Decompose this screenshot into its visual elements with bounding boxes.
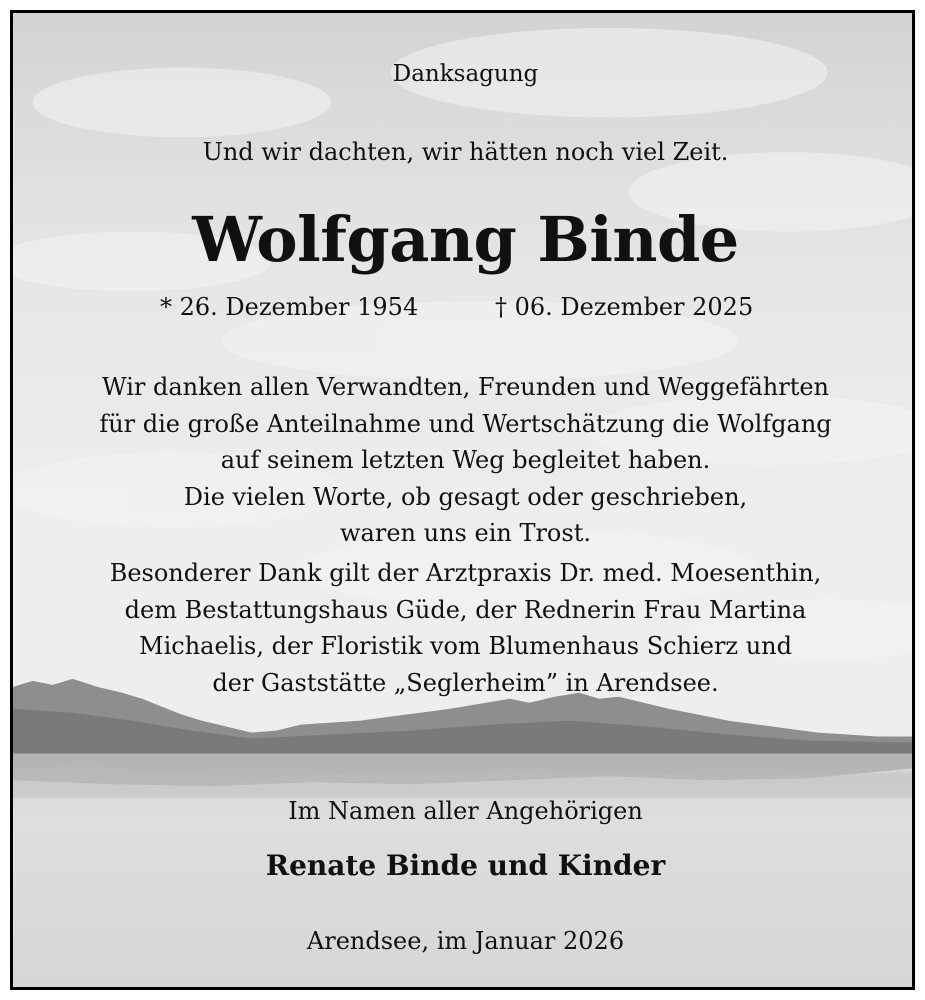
heading: Danksagung — [392, 61, 539, 87]
thanks-line: auf seinem letzten Weg begleitet haben. — [220, 446, 711, 474]
special-thanks-line: Michaelis, der Floristik vom Blumenhaus Schierz und — [139, 632, 792, 660]
thanks-paragraph — [13, 369, 915, 552]
deceased-name: Wolfgang Binde — [192, 203, 739, 276]
special-thanks-line: der Gaststätte „Seglerheim” in Arendsee. — [212, 668, 719, 697]
thanks-line: Die vielen Worte, ob gesagt oder geschrieben, — [183, 482, 748, 511]
death-date: † 06. Dezember 2025 — [495, 293, 754, 321]
thanks-line: Wir danken allen Verwandten, Freunden und Weggefährten — [101, 373, 830, 401]
special-thanks-line: dem Bestattungshaus Güde, der Rednerin Frau Martina — [124, 595, 807, 624]
birth-date: * 26. Dezember 1954 — [160, 293, 419, 321]
thanks-line: waren uns ein Trost. — [340, 519, 591, 547]
signers: Renate Binde und Kinder — [265, 849, 666, 882]
special-thanks-paragraph — [13, 555, 915, 701]
place-date: Arendsee, im Januar 2026 — [306, 927, 625, 955]
obituary-notice-frame — [10, 10, 915, 990]
motto: Und wir dachten, wir hätten noch viel Zeit. — [202, 138, 729, 166]
on-behalf-line: Im Namen aller Angehörigen — [288, 797, 643, 825]
thanks-line: für die große Anteilnahme und Wertschätzung die Wolfgang — [99, 409, 832, 438]
special-thanks-line: Besonderer Dank gilt der Arztpraxis Dr. med. Moesenthin, — [109, 559, 822, 587]
